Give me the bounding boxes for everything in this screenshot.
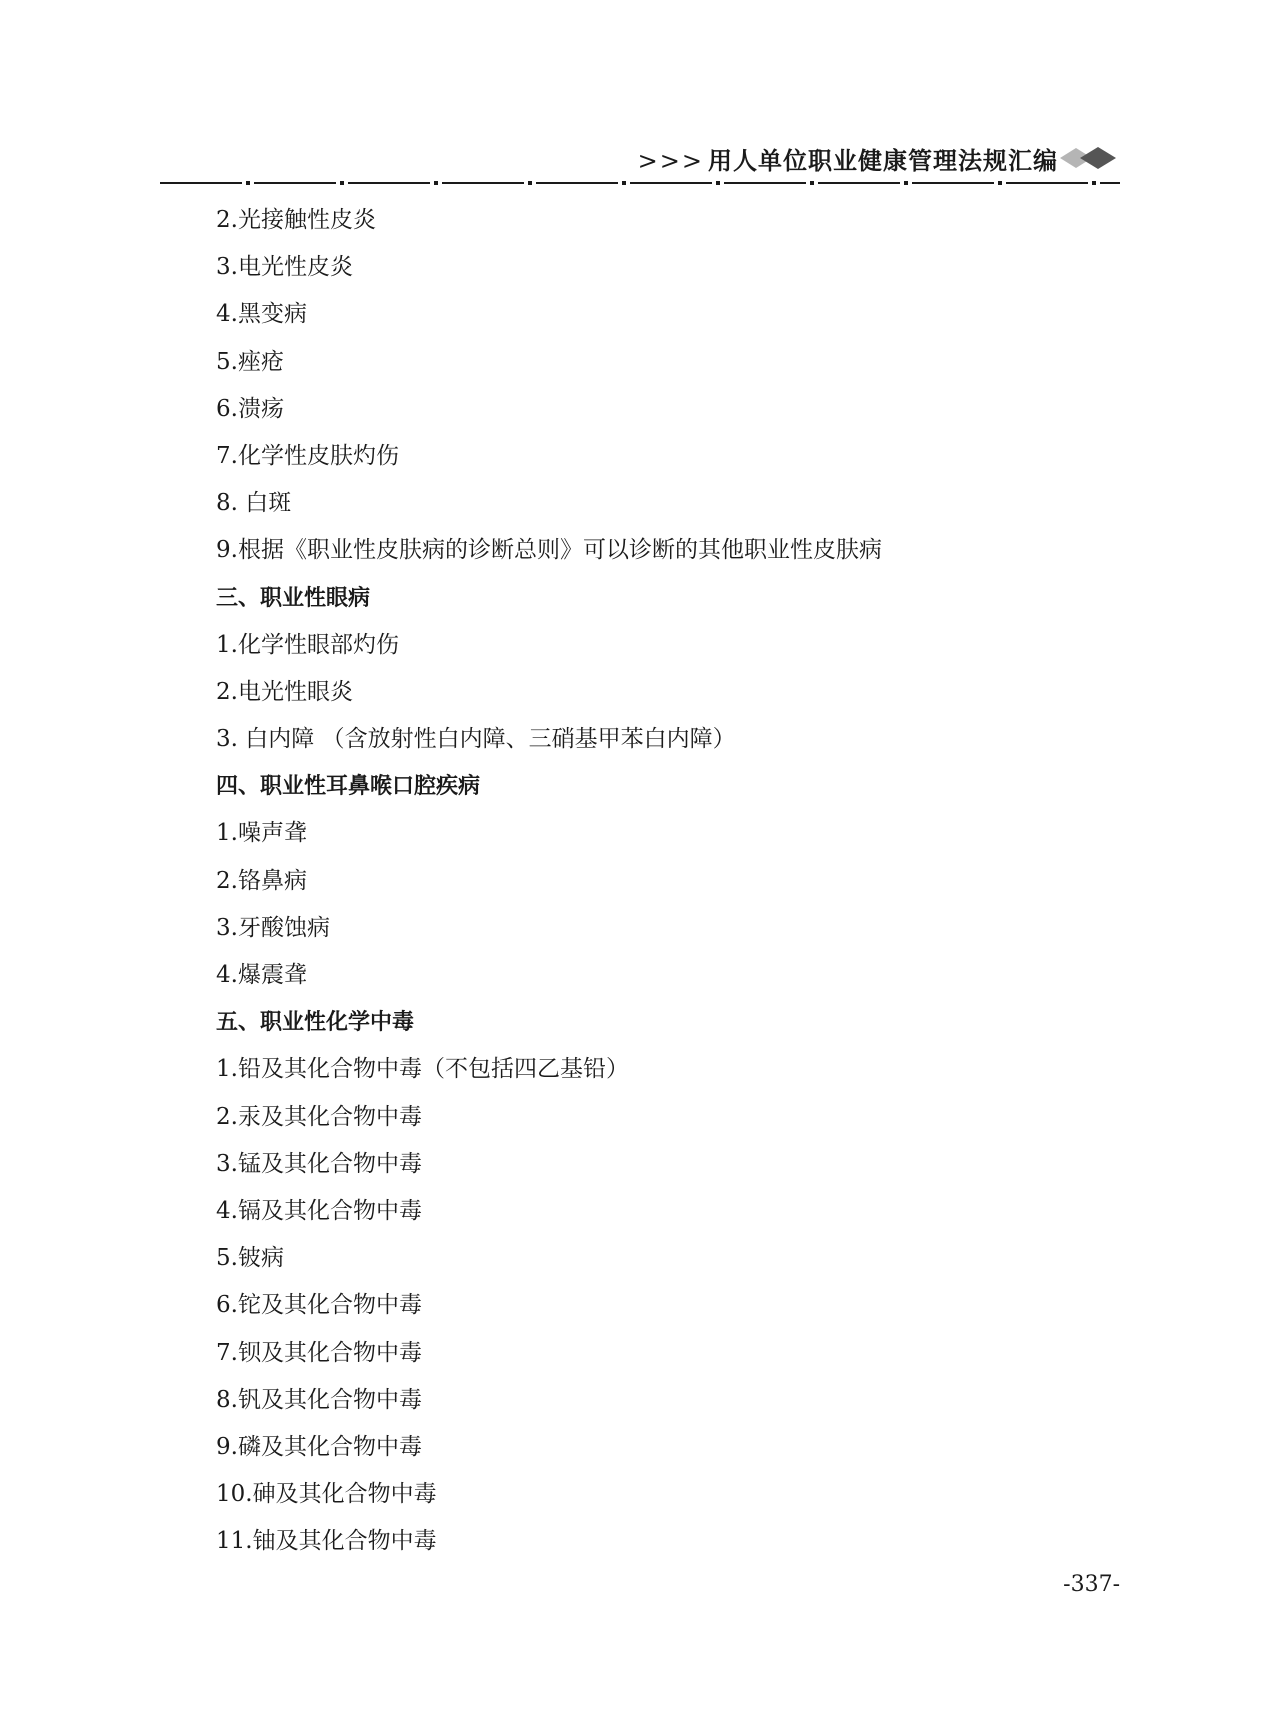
list-item: 2.光接触性皮炎	[216, 207, 376, 233]
list-item: 8.钒及其化合物中毒	[216, 1386, 422, 1413]
header-title	[638, 141, 1058, 176]
list-item: 3.电光性皮炎	[216, 254, 353, 281]
list-item: 4.镉及其化合物中毒	[216, 1197, 422, 1224]
list-item: 3. 白内障 （含放射性白内障、三硝基甲苯白内障）	[216, 726, 736, 753]
list-item: 3.锰及其化合物中毒	[216, 1150, 422, 1177]
section-heading: 四、职业性耳鼻喉口腔疾病	[216, 774, 481, 800]
list-item: 7.钡及其化合物中毒	[216, 1339, 422, 1366]
list-item: 7.化学性皮肤灼伤	[216, 442, 399, 469]
list-item: 1.铅及其化合物中毒（不包括四乙基铅）	[216, 1056, 629, 1083]
list-item: 2.电光性眼炎	[216, 678, 353, 705]
list-item: 1.化学性眼部灼伤	[216, 631, 399, 658]
header-arrows: >>>	[637, 147, 704, 175]
header-divider	[160, 179, 1120, 187]
list-item: 2.汞及其化合物中毒	[216, 1103, 422, 1130]
double-diamond-icon	[1058, 145, 1120, 171]
list-item: 9.磷及其化合物中毒	[216, 1433, 422, 1460]
list-item: 10.砷及其化合物中毒	[216, 1481, 437, 1508]
list-item: 3.牙酸蚀病	[216, 914, 330, 941]
header-title-text: 用人单位职业健康管理法规汇编	[708, 146, 1058, 175]
list-item: 4.黑变病	[216, 301, 307, 328]
list-item: 2.铬鼻病	[216, 867, 307, 894]
list-item: 11.铀及其化合物中毒	[216, 1528, 437, 1555]
section-heading: 五、职业性化学中毒	[216, 1010, 415, 1036]
list-item: 5.铍病	[216, 1245, 284, 1272]
list-item: 6.溃疡	[216, 395, 284, 422]
list-item: 4.爆震聋	[216, 962, 307, 988]
section-heading: 三、职业性眼病	[216, 585, 371, 611]
list-item: 9.根据《职业性皮肤病的诊断总则》可以诊断的其他职业性皮肤病	[216, 537, 882, 564]
list-item: 5.痤疮	[216, 348, 284, 375]
list-item: 8. 白斑	[216, 490, 292, 517]
running-header	[160, 133, 1120, 183]
list-item: 1.噪声聋	[216, 820, 307, 847]
body-text	[216, 197, 1116, 1565]
page-number: -337-	[1063, 1572, 1120, 1597]
list-item: 6.铊及其化合物中毒	[216, 1292, 422, 1319]
